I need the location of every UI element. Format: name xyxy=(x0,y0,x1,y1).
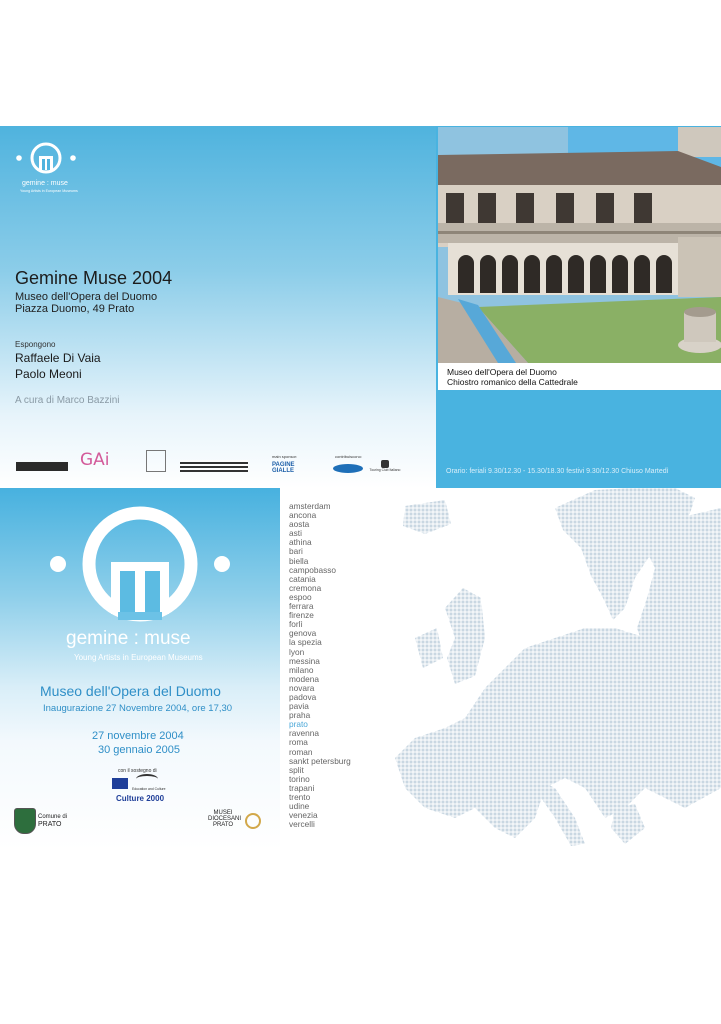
curator: A cura di Marco Bazzini xyxy=(15,395,120,406)
tci-icon xyxy=(381,460,389,468)
city-item: amsterdam xyxy=(289,501,331,511)
touring-club-logo: Touring Club Italiano xyxy=(368,460,402,474)
city-item: la spezia xyxy=(289,637,322,648)
photo-caption xyxy=(438,363,721,390)
city-item: milano xyxy=(289,664,314,675)
city-item: ancona xyxy=(289,510,317,521)
eu-label: Education and Culture xyxy=(132,787,166,791)
city-item: campobasso xyxy=(289,564,337,575)
city-list xyxy=(289,502,351,829)
city-item: biella xyxy=(289,555,309,566)
invitation-panel xyxy=(0,126,436,488)
city-item: sankt petersburg xyxy=(289,755,351,766)
city-item: novara xyxy=(289,682,315,693)
opening-hours: Orario: feriali 9.30/12.30 - 15.30/18.30 festivi 9.30/12.30 Chiuso Martedì xyxy=(446,468,669,475)
gemine-muse-logo-large xyxy=(48,502,232,632)
exhibit-label: Espongono xyxy=(15,340,56,349)
europe-map-icon xyxy=(385,488,721,850)
city-item: bari xyxy=(289,546,303,557)
cover-date-start: 27 novembre 2004 xyxy=(92,730,184,742)
city-item: genova xyxy=(289,628,317,639)
city-item: praha xyxy=(289,710,311,721)
venue-line2: Piazza Duomo, 49 Prato xyxy=(15,303,135,315)
city-item: modena xyxy=(289,673,319,684)
cover-museum: Museo dell'Opera del Duomo xyxy=(40,683,221,699)
venue-line1: Museo dell'Opera del Duomo xyxy=(15,291,158,303)
support-label: con il sostegno di xyxy=(118,768,157,774)
eu-flag-icon xyxy=(112,778,128,789)
city-item: trento xyxy=(289,792,311,802)
logo-name: gemine : muse xyxy=(22,180,68,187)
city-item: ferrara xyxy=(289,601,314,612)
artist-1: Raffaele Di Vaia xyxy=(15,351,101,365)
cover-date-end: 30 gennaio 2005 xyxy=(98,744,180,756)
city-item: torino xyxy=(289,773,310,784)
eu-dove-icon xyxy=(136,774,158,784)
artist-2: Paolo Meoni xyxy=(15,367,82,381)
contrib-logo-1 xyxy=(333,464,363,473)
city-item: padova xyxy=(289,691,317,702)
invitation-title: Gemine Muse 2004 xyxy=(15,268,173,288)
sponsor-logo-3 xyxy=(146,450,166,472)
logo-tagline: Young Artists in European Museums xyxy=(20,189,78,193)
musei-diocesani-text: MUSEI DIOCESANI PRATO xyxy=(208,810,242,828)
pagine-gialle-logo: PAGINE GIALLE xyxy=(272,462,295,474)
city-item: vercelli xyxy=(289,819,315,830)
main-sponsor-label: main sponsor: xyxy=(272,454,298,459)
city-item: roman xyxy=(289,746,313,757)
city-item: forlì xyxy=(289,619,303,630)
gai-logo: GAi xyxy=(80,450,110,470)
city-item: prato xyxy=(289,719,308,730)
comune-crest-icon xyxy=(14,808,36,834)
contrib-label: contribuiscono: xyxy=(335,454,362,459)
caption-line1: Museo dell'Opera del Duomo xyxy=(447,367,557,377)
europe-dot-map xyxy=(385,488,721,850)
caption-line2: Chiostro romanico della Cattedrale xyxy=(447,377,578,387)
city-item: trapani xyxy=(289,782,315,793)
cover-panel xyxy=(0,488,280,850)
city-item: athina xyxy=(289,537,312,548)
sponsor-logo-4 xyxy=(180,460,248,472)
city-item: split xyxy=(289,764,304,775)
city-item: catania xyxy=(289,573,316,584)
city-item: ravenna xyxy=(289,728,319,739)
city-item: firenze xyxy=(289,610,314,621)
culture-2000: Culture 2000 xyxy=(116,794,165,803)
cover-opening: Inaugurazione 27 Novembre 2004, ore 17,30 xyxy=(43,703,233,714)
logo-name-large: gemine : muse xyxy=(66,628,191,649)
city-item: pavia xyxy=(289,701,309,712)
city-item: lyon xyxy=(289,646,305,657)
city-item: espoo xyxy=(289,591,312,602)
gemine-muse-logo-small xyxy=(14,140,78,193)
logo-tagline-large: Young Artists in European Museums xyxy=(74,653,203,662)
city-item: messina xyxy=(289,655,320,666)
city-item: roma xyxy=(289,737,308,748)
city-item: cremona xyxy=(289,582,322,593)
city-item: aosta xyxy=(289,519,310,530)
comune-line1: Comune di xyxy=(38,814,68,820)
city-item: udine xyxy=(289,801,310,812)
musei-diocesani-icon xyxy=(245,813,261,829)
comune-line2: PRATO xyxy=(38,821,62,828)
cloister-photo xyxy=(438,127,721,363)
city-item: venezia xyxy=(289,810,318,821)
sponsor-logo-1 xyxy=(16,462,68,471)
city-item: asti xyxy=(289,528,302,539)
